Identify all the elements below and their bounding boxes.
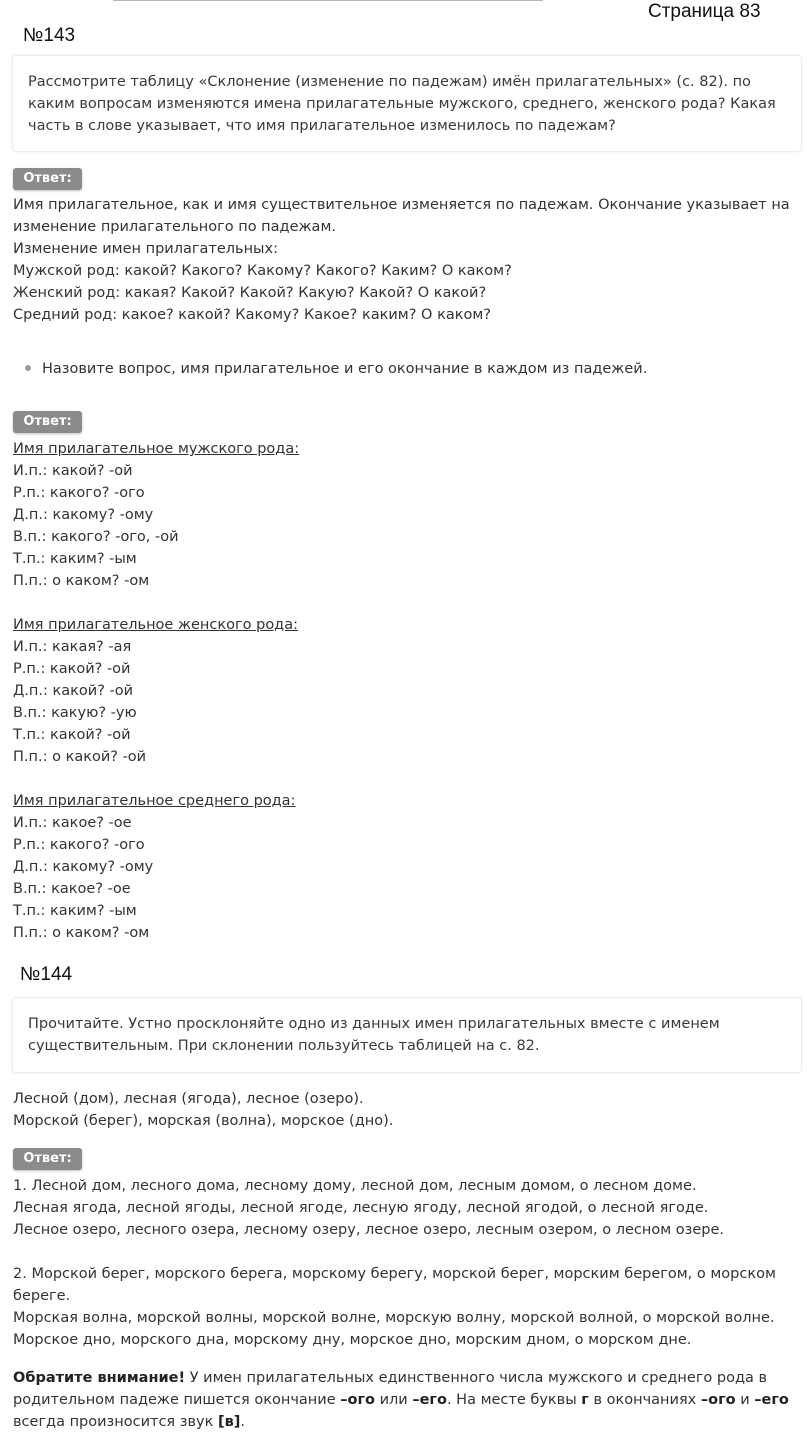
top-divider xyxy=(113,0,543,1)
case-line: Д.п.: какому? -ому xyxy=(13,507,154,523)
note-ending: –его xyxy=(754,1392,789,1408)
case-line: Т.п.: какой? -ой xyxy=(13,727,131,743)
note-lead: Обратите внимание! xyxy=(13,1370,186,1386)
note-ending: –его xyxy=(412,1392,447,1408)
answer-line: Средний род: какое? какой? Какому? Какое? каким? О каком? xyxy=(13,307,491,323)
case-line: Т.п.: каким? -ым xyxy=(13,903,137,919)
answer-line: 1. Лесной дом, лесного дома, лесному дому, лесной дом, лесным домом, о лесном доме. xyxy=(13,1178,697,1194)
sub-question-text: Назовите вопрос, имя прилагательное и его окончание в каждом из падежей. xyxy=(42,361,648,377)
answer-line: Морское дно, морского дна, морскому дну, морское дно, морским дном, о морском дне. xyxy=(13,1332,692,1348)
note-ending: –ого xyxy=(700,1392,736,1408)
case-line: И.п.: какое? -ое xyxy=(13,815,132,831)
group-heading: Имя прилагательное мужского рода: xyxy=(13,441,300,457)
answer-line: Имя прилагательное, как и имя существительное изменяется по падежам. Окончание указывает на изменение прилагательного по падежам. xyxy=(13,197,790,235)
given-line: Лесной (дом), лесная (ягода), лесное (озеро). xyxy=(13,1091,364,1107)
case-line: Д.п.: какой? -ой xyxy=(13,683,134,699)
answer-badge-144: Ответ: xyxy=(13,1148,82,1170)
case-line: В.п.: какую? -ую xyxy=(13,705,137,721)
task-144-question-text: Прочитайте. Устно просклоняйте одно из данных имен прилагательных вместе с именем существительным. При склонении пользуйтесь таблицей на с. 82. xyxy=(28,1016,720,1054)
answer-line: Мужской род: какой? Какого? Какому? Какого? Каким? О каком? xyxy=(13,263,512,279)
note-text: всегда произносится звук xyxy=(13,1414,218,1430)
task-143-answer xyxy=(13,194,798,326)
task-144-answer-part1 xyxy=(13,1175,798,1241)
case-line: И.п.: какой? -ой xyxy=(13,463,133,479)
case-line: В.п.: какого? -ого, -ой xyxy=(13,529,179,545)
task-144-answer-part2 xyxy=(13,1263,798,1351)
answer-line: Лесная ягода, лесной ягоды, лесной ягоде, лесную ягоду, лесной ягодой, о лесной ягоде. xyxy=(13,1200,709,1216)
note-text: и xyxy=(735,1392,755,1408)
answer-line: Женский род: какая? Какой? Какой? Какую? Какой? О какой? xyxy=(13,285,487,301)
case-line: И.п.: какая? -ая xyxy=(13,639,132,655)
group-heading: Имя прилагательное женского рода: xyxy=(13,617,298,633)
case-line: Р.п.: какого? -ого xyxy=(13,837,145,853)
task-143-number: №143 xyxy=(23,25,76,46)
note-text: . xyxy=(240,1414,246,1430)
note-sound: [в] xyxy=(217,1414,241,1430)
answer-line: Морская волна, морской волны, морской волне, морскую волну, морской волной, о морской волне. xyxy=(13,1310,775,1326)
answer-badge-143: Ответ: xyxy=(13,168,82,190)
case-line: П.п.: о какой? -ой xyxy=(13,749,147,765)
case-line: Р.п.: какого? -ого xyxy=(13,485,145,501)
case-line: Т.п.: каким? -ым xyxy=(13,551,137,567)
note-text: . На месте буквы xyxy=(446,1392,582,1408)
answer-badge-143-2: Ответ: xyxy=(13,411,82,433)
task-143-question-text: Рассмотрите таблицу «Склонение (изменение по падежам) имён прилагательных» (с. 82). по каким вопросам изменяются имена прилагательные мужского, среднего, женского рода? Какая часть в слове указывает, что имя прилагательное изменилось по падежам? xyxy=(28,74,776,134)
case-line: П.п.: о каком? -ом xyxy=(13,573,150,589)
answer-line: Лесное озеро, лесного озера, лесному озеру, лесное озеро, лесным озером, о лесном озере. xyxy=(13,1222,725,1238)
note-ending: –ого xyxy=(340,1392,375,1408)
sub-question-item xyxy=(25,358,647,380)
note-letter: г xyxy=(581,1392,589,1408)
case-line: Д.п.: какому? -ому xyxy=(13,859,154,875)
case-line: П.п.: о каком? -ом xyxy=(13,925,150,941)
note-text: или xyxy=(374,1392,413,1408)
case-line: В.п.: какое? -ое xyxy=(13,881,131,897)
task-144-given xyxy=(13,1088,798,1132)
answer-line: Изменение имен прилагательных: xyxy=(13,241,278,257)
declension-feminine xyxy=(13,614,798,768)
case-line: Р.п.: какой? -ой xyxy=(13,661,131,677)
declension-masculine xyxy=(13,438,798,592)
task-144-number: №144 xyxy=(20,964,73,985)
task-143-question-box xyxy=(12,55,802,152)
given-line: Морской (берег), морская (волна), морское (дно). xyxy=(13,1113,394,1129)
page-number-label: Страница 83 xyxy=(648,1,761,22)
group-heading: Имя прилагательное среднего рода: xyxy=(13,793,296,809)
note-text: в окончаниях xyxy=(588,1392,701,1408)
task-144-question-box xyxy=(12,997,802,1073)
note-text: У имен прилагательных единственного числа мужского и среднего рода в родительном падеже пишется окончание xyxy=(13,1370,768,1408)
declension-neuter xyxy=(13,790,798,944)
attention-note xyxy=(13,1367,798,1433)
answer-line: 2. Морской берег, морского берега, морскому берегу, морской берег, морским берегом, о морском береге. xyxy=(13,1266,776,1304)
bullet-icon xyxy=(25,365,31,371)
